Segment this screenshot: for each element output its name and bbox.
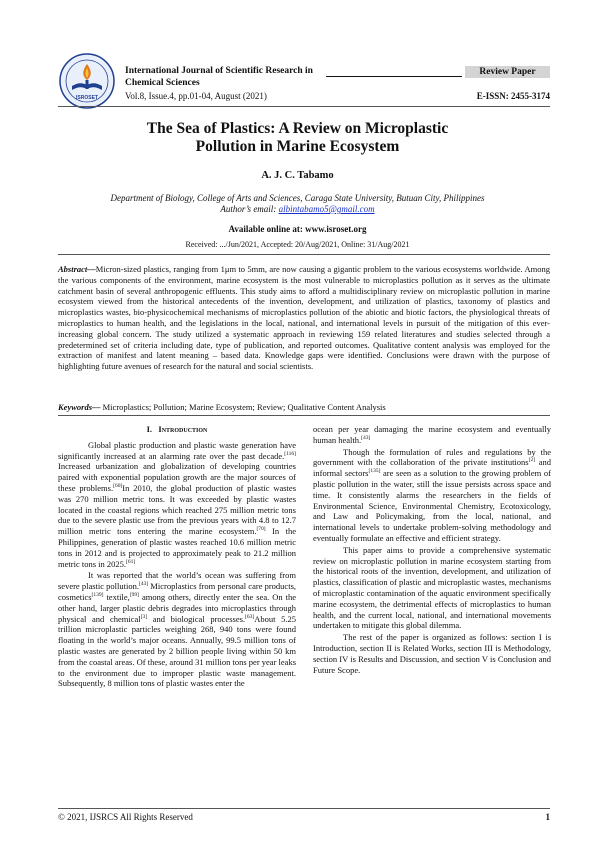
text-run: Microplastics from personal care products, cosmetics [58,581,296,602]
author-name: A. J. C. Tabamo [261,170,334,181]
email-label: Author’s email: [220,204,279,214]
publication-dates: Received: .../Jun/2021, Accepted: 20/Aug/2021, Online: 31/Aug/2021 [185,240,410,249]
issn: E-ISSN: 2455-3174 [476,91,550,101]
logo-text: ISROSET [76,95,98,101]
text-run: In 2010, the global production of plastic wastes was 270 million metric tons. It was exceeded by plastic wastes located in the coastal regions which reached 275 million metric tons due to the severe plastic use from the previous years with 4.8 to 12.7 million metric tons entering the marine ecosystem. [58,482,296,537]
volume-info: Vol.8, Issue.4, pp.01-04, August (2021) [125,91,267,101]
citation: [43] [139,581,149,588]
intro-paragraph-1 [58,440,296,570]
author-email-link[interactable]: albintabamo5@gmail.com [278,204,375,214]
text-run: Global plastic production and plastic waste generation have significantly increased at an alarming rate over the past decade. [58,439,296,461]
intro-paragraph-4: This paper aims to provide a comprehensive systematic review on microplastic pollution in marine ecosystem starting from the historical roots of the invention, development, and utilization of plastics, classification of plastic and microplastic wastes, mechanisms of microplastic contamination of the aquatic environment specifically marine ecosystem, the detrimental effects of microplastics to human health, and the current local, national, and international movements undertaken to mitigate this global dilemma. [313,544,551,631]
keywords-text: Microplastics; Pollution; Marine Ecosystem; Review; Qualitative Content Analysis [100,402,386,412]
left-column [58,424,296,690]
citation: [63] [245,613,255,620]
citation: [99] [129,592,139,599]
text-run: among others, directly enter the sea. On the other hand, larger plastic debris degrades into microplastics through physical and chemical [58,591,296,624]
citation: [3] [140,613,148,620]
citation: [43] [361,434,371,441]
paper-title [60,120,535,156]
intro-paragraph-5: The rest of the paper is organized as follows: section I is Introduction, section II is Related Works, section III is Methodology, section IV is Results and Discussion, and section V is Conclusion and Future Scope. [313,632,551,675]
journal-name-line1: International Journal of Scientific Research in [125,66,313,76]
author-email-line [60,204,535,215]
text-run: It was reported that the world’s ocean was suffering from severe plastic pollution. [58,570,296,592]
journal-name [125,66,335,89]
citation: [61] [126,558,136,565]
text-run: In the Philippines, generation of plastic wastes reached 10.6 million metric tons in 2012 and is projected to approximately peak to 21.2 million metric tons in 2025. [58,526,296,569]
text-run: Though the formulation of rules and regulations by the government with the collaboration of the private institutions [313,446,551,468]
intro-paragraph-continued [313,424,551,446]
header-divider [58,106,550,107]
text-run: About 5.25 trillion microplastic particles weighing 268, 940 tons were found floating in the world’s major oceans. Annually, 99.5 million tons of plastic wastes are generated by 2 billion people living within 50 km from the coastal areas. Of these, around 31 million tons per year leaks to the environment due to improper plastic waste management. Subsequently, 8 million tons of plastic wastes enter the [58,613,296,689]
footer-divider [58,808,550,809]
section-title: Introduction [158,424,208,434]
keywords [58,402,550,412]
abstract [58,264,550,372]
page-number: 1 [545,812,550,822]
available-online: Available online at: www.isroset.org [228,224,367,234]
title-line-2: Pollution in Marine Ecosystem [195,138,400,155]
citation: [139] [91,592,104,599]
text-run: and informal sectors [313,457,551,479]
text-run: and biological processes. [147,613,246,624]
copyright: © 2021, IJSRCS All Rights Reserved [58,812,193,822]
citation: [60] [113,483,123,490]
journal-name-line2: Chemical Sciences [125,77,200,88]
citation: [116] [284,450,296,457]
journal-logo [58,52,116,110]
paper-type-badge: Review Paper [465,66,550,78]
citation: [2] [528,457,536,464]
header-underline [326,76,462,77]
divider [58,415,550,416]
text-run: ocean per year damaging the marine ecosystem and eventually human health. [313,424,551,445]
citation: [135] [368,468,381,475]
affiliation-block [60,193,535,215]
section-heading-introduction [58,424,296,435]
citation: [70] [256,526,266,533]
intro-paragraph-2 [58,570,296,689]
abstract-label: Abstract— [58,264,96,274]
keywords-label: Keywords— [58,402,101,412]
title-line-1: The Sea of Plastics: A Review on Microplastic [146,120,449,137]
intro-paragraph-3 [313,447,551,544]
abstract-text: Micron-sized plastics, ranging from 1μm to 5mm, are now causing a gigantic problem to the various ecosystems worldwide. Among the various components of the environment, marine ecosystem is the most vulnerable to microplastics pollution as it serves as the ultimate catchment basin of several anthropogenic effluents. This study aims to afford a multidisciplinary review on microplastic pollution in marine ecosystem viewed from the historical antecedents of the invention, development, and utilization of plastics, taxonomy of plastics and microplastics wastes, bio-physicochemical mechanisms of microplastics pollution of the abiotic and biotic factors, the physiological threats of microplastics to human health, and the legislations in the local, national, and international levels in pursuit of the mitigation of this ever-increasing global concern. The study utilized a systematic approach in reviewing 159 related literatures and studies selected through a predetermined set of criteria including date, type of publication, and reported outcomes. Qualitative content analysis was employed for the extraction of manifest and latent meaning – based data. Knowledge gaps were identified. Conclusions were drawn with the purpose of highlighting future avenues of research for the natural and social scientists. [58,264,550,372]
text-run: textile, [103,591,130,602]
divider [58,254,550,255]
text-run: are seen as a solution to the growing problem of plastic pollution in the water, still the issue persists across space and time. It consistently alarms the researchers in the fields of Environmental Science, Environmental Chemistry, Ecotoxicology, and Law and Policymaking, from the local, national, and international levels to undertake problem-solving methodology and eventually formulate an effective and efficient strategy. [313,468,551,543]
section-number: I. [146,424,153,434]
right-column [313,424,551,676]
text-run: Increased urbanization and globalization of developing countries paired with exponential population growth are the major sources of these problems. [58,461,296,493]
affiliation: Department of Biology, College of Arts and Sciences, Caraga State University, Butuan City, Philippines [110,193,485,203]
